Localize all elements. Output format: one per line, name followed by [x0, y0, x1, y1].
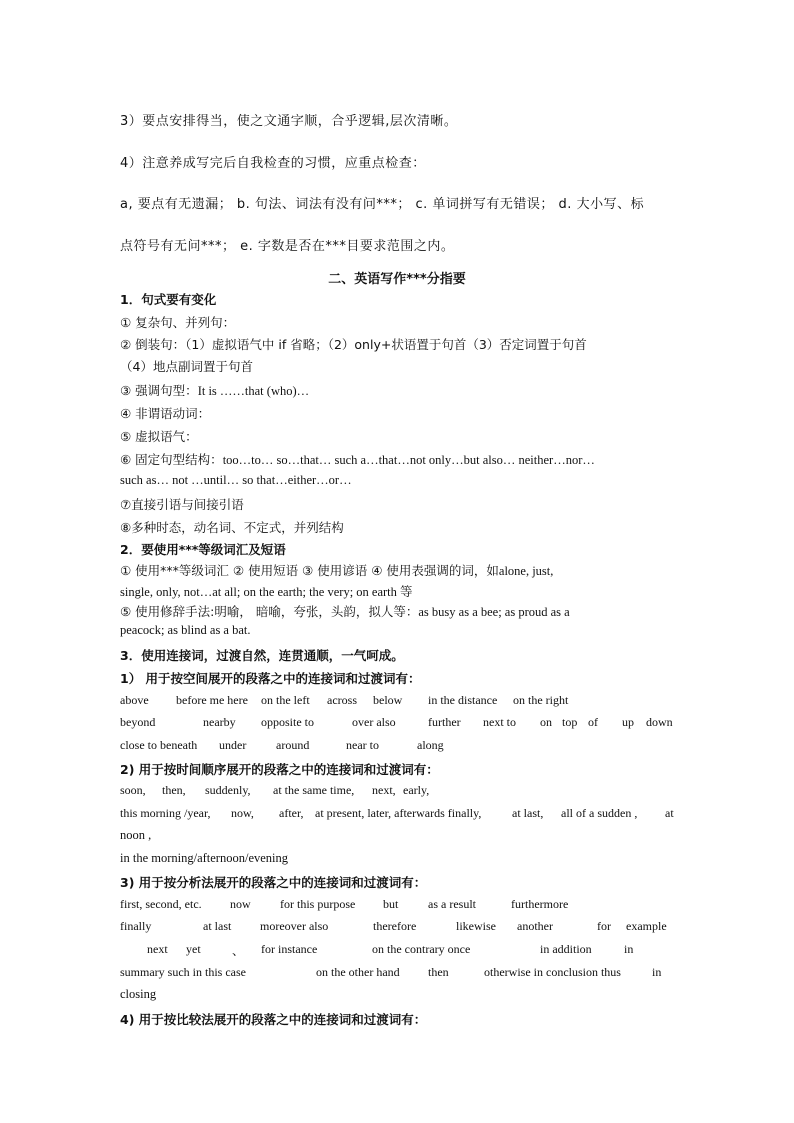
- s1-heading: 1．句式要有变化: [120, 292, 217, 307]
- s3-sub-2: 2) 用于按时间顺序展开的段落之中的连接词和过渡词有：: [120, 762, 439, 777]
- space-word: nearby: [203, 715, 236, 729]
- space-word: top: [562, 715, 578, 729]
- space-word: along: [417, 738, 444, 752]
- time-word: all of a sudden ,: [561, 806, 638, 820]
- s1-item-4: ④ 非谓语动词：: [120, 406, 211, 421]
- space-word: opposite to: [261, 715, 314, 729]
- analysis-word: summary such in this case: [120, 965, 246, 979]
- space-word: on the right: [513, 693, 569, 707]
- time-word: early,: [403, 783, 430, 797]
- section-title: 二、英语写作***分指要: [328, 272, 466, 287]
- time-word: next,: [372, 783, 396, 797]
- time-word: soon,: [120, 783, 146, 797]
- space-word: next to: [483, 715, 516, 729]
- analysis-word: finally: [120, 919, 152, 933]
- analysis-word: likewise: [456, 919, 496, 933]
- point-4: 4）注意养成写完后自我检查的习惯，应重点检查：: [120, 156, 426, 171]
- time-word: at present, later, afterwards finally,: [315, 806, 482, 820]
- s1-item-1: ① 复杂句、并列句：: [120, 315, 236, 330]
- analysis-word: but: [383, 897, 399, 911]
- time-word: after,: [279, 806, 304, 820]
- space-word: before me here: [176, 693, 248, 707]
- space-word: of: [588, 715, 598, 729]
- analysis-word: example: [626, 919, 667, 933]
- s3-sub-3: 3) 用于按分析法展开的段落之中的连接词和过渡词有：: [120, 875, 427, 890]
- s3-sub-4: 4) 用于按比较法展开的段落之中的连接词和过渡词有：: [120, 1012, 427, 1027]
- time-word: at the same time,: [273, 783, 355, 797]
- space-word: further: [428, 715, 461, 729]
- space-word: below: [373, 693, 403, 707]
- s2-line-1: [120, 561, 680, 579]
- s2-line-4: peacock; as blind as a bat.: [120, 623, 251, 637]
- s1-item-3-pattern: It is ……that (who)…: [197, 384, 310, 398]
- space-word: near to: [346, 738, 379, 752]
- space-word: around: [276, 738, 310, 752]
- s2-heading: 2．要使用***等级词汇及短语: [120, 542, 286, 557]
- analysis-word: 、: [232, 944, 245, 958]
- analysis-word: in: [652, 965, 662, 979]
- space-word: on: [540, 715, 552, 729]
- space-word: under: [219, 738, 247, 752]
- analysis-word: next: [147, 942, 168, 956]
- time-word: this morning /year,: [120, 806, 211, 820]
- space-word: across: [327, 693, 357, 707]
- analysis-word: in addition: [540, 942, 592, 956]
- space-word: in the distance: [428, 693, 498, 707]
- time-word: at: [665, 806, 674, 820]
- s2-line-3: [120, 602, 680, 620]
- space-word: up: [622, 715, 634, 729]
- check-list-line-2: 点符号有无问***； e. 字数是否在***目要求范围之内。: [120, 239, 455, 254]
- time-word: at last,: [512, 806, 544, 820]
- analysis-word: at last: [203, 919, 232, 933]
- analysis-word: for: [597, 919, 611, 933]
- s3-sub-1: 1） 用于按空间展开的段落之中的连接词和过渡词有：: [120, 671, 421, 686]
- analysis-word: another: [517, 919, 553, 933]
- analysis-word: on the other hand: [316, 965, 400, 979]
- analysis-word: on the contrary once: [372, 942, 471, 956]
- time-word: suddenly,: [205, 783, 251, 797]
- space-word: above: [120, 693, 149, 707]
- s2-line-3-text: ⑤ 使用修辞手法:明喻， 暗喻，夸张，头韵，拟人等：: [120, 604, 419, 619]
- time-word: now,: [231, 806, 254, 820]
- analysis-word: for this purpose: [280, 897, 356, 911]
- s3-heading: 3．使用连接词，过渡自然，连贯通顺，一气呵成。: [120, 648, 404, 663]
- space-word: over also: [352, 715, 396, 729]
- s1-item-5: ⑤ 虚拟语气：: [120, 429, 198, 444]
- analysis-word: first, second, etc.: [120, 897, 202, 911]
- analysis-word: as a result: [428, 897, 476, 911]
- s1-item-7: ⑦直接引语与间接引语: [120, 497, 244, 512]
- time-row-4: in the morning/afternoon/evening: [120, 851, 289, 865]
- s1-item-6-patterns: too…to… so…that… such a…that…not only…but also… neither…nor…: [222, 453, 595, 467]
- analysis-word: then: [428, 965, 449, 979]
- point-3: 3）要点安排得当，使之文通字顺，合乎逻辑,层次清晰。: [120, 114, 458, 129]
- s2-line-1-text: ① 使用***等级词汇 ② 使用短语 ③ 使用谚语 ④ 使用表强调的词，如: [120, 563, 499, 578]
- s1-item-2b: （4）地点副词置于句首: [120, 359, 253, 374]
- check-list-line-1: a, 要点有无遗漏； b. 句法、词法有没有问***； c. 单词拼写有无错误； d. 大小写、标: [120, 197, 645, 212]
- analysis-word: therefore: [373, 919, 417, 933]
- analysis-word: otherwise in conclusion thus: [484, 965, 621, 979]
- space-word: on the left: [261, 693, 310, 707]
- analysis-word: yet: [186, 942, 201, 956]
- s1-item-6: [120, 450, 680, 468]
- s1-item-6-label: ⑥ 固定句型结构：: [120, 452, 223, 467]
- analysis-word: furthermore: [511, 897, 569, 911]
- analysis-word: for instance: [261, 942, 318, 956]
- analysis-word: moreover also: [260, 919, 329, 933]
- space-word: down: [646, 715, 673, 729]
- s2-line-1-words: alone, just,: [498, 564, 554, 578]
- space-word: beyond: [120, 715, 156, 729]
- time-row-3: noon ,: [120, 828, 152, 842]
- s1-item-3: [120, 381, 680, 399]
- analysis-row-5: closing: [120, 987, 157, 1001]
- s1-item-6c: such as… not …until… so that…either…or…: [120, 473, 352, 487]
- s1-item-8: ⑧多种时态，动名词、不定式，并列结构: [120, 520, 344, 535]
- s2-line-3-examples: as busy as a bee; as proud as a: [418, 605, 570, 619]
- analysis-word: in: [624, 942, 634, 956]
- analysis-word: now: [230, 897, 251, 911]
- time-word: then,: [162, 783, 186, 797]
- s2-line-2: single, only, not…at all; on the earth; the very; on earth 等: [120, 585, 413, 599]
- s1-item-2a: ② 倒装句：（1）虚拟语气中 if 省略；（2）only+状语置于句首（3）否定词置于句首: [120, 337, 587, 352]
- s1-item-3-label: ③ 强调句型：: [120, 383, 198, 398]
- space-word: close to beneath: [120, 738, 198, 752]
